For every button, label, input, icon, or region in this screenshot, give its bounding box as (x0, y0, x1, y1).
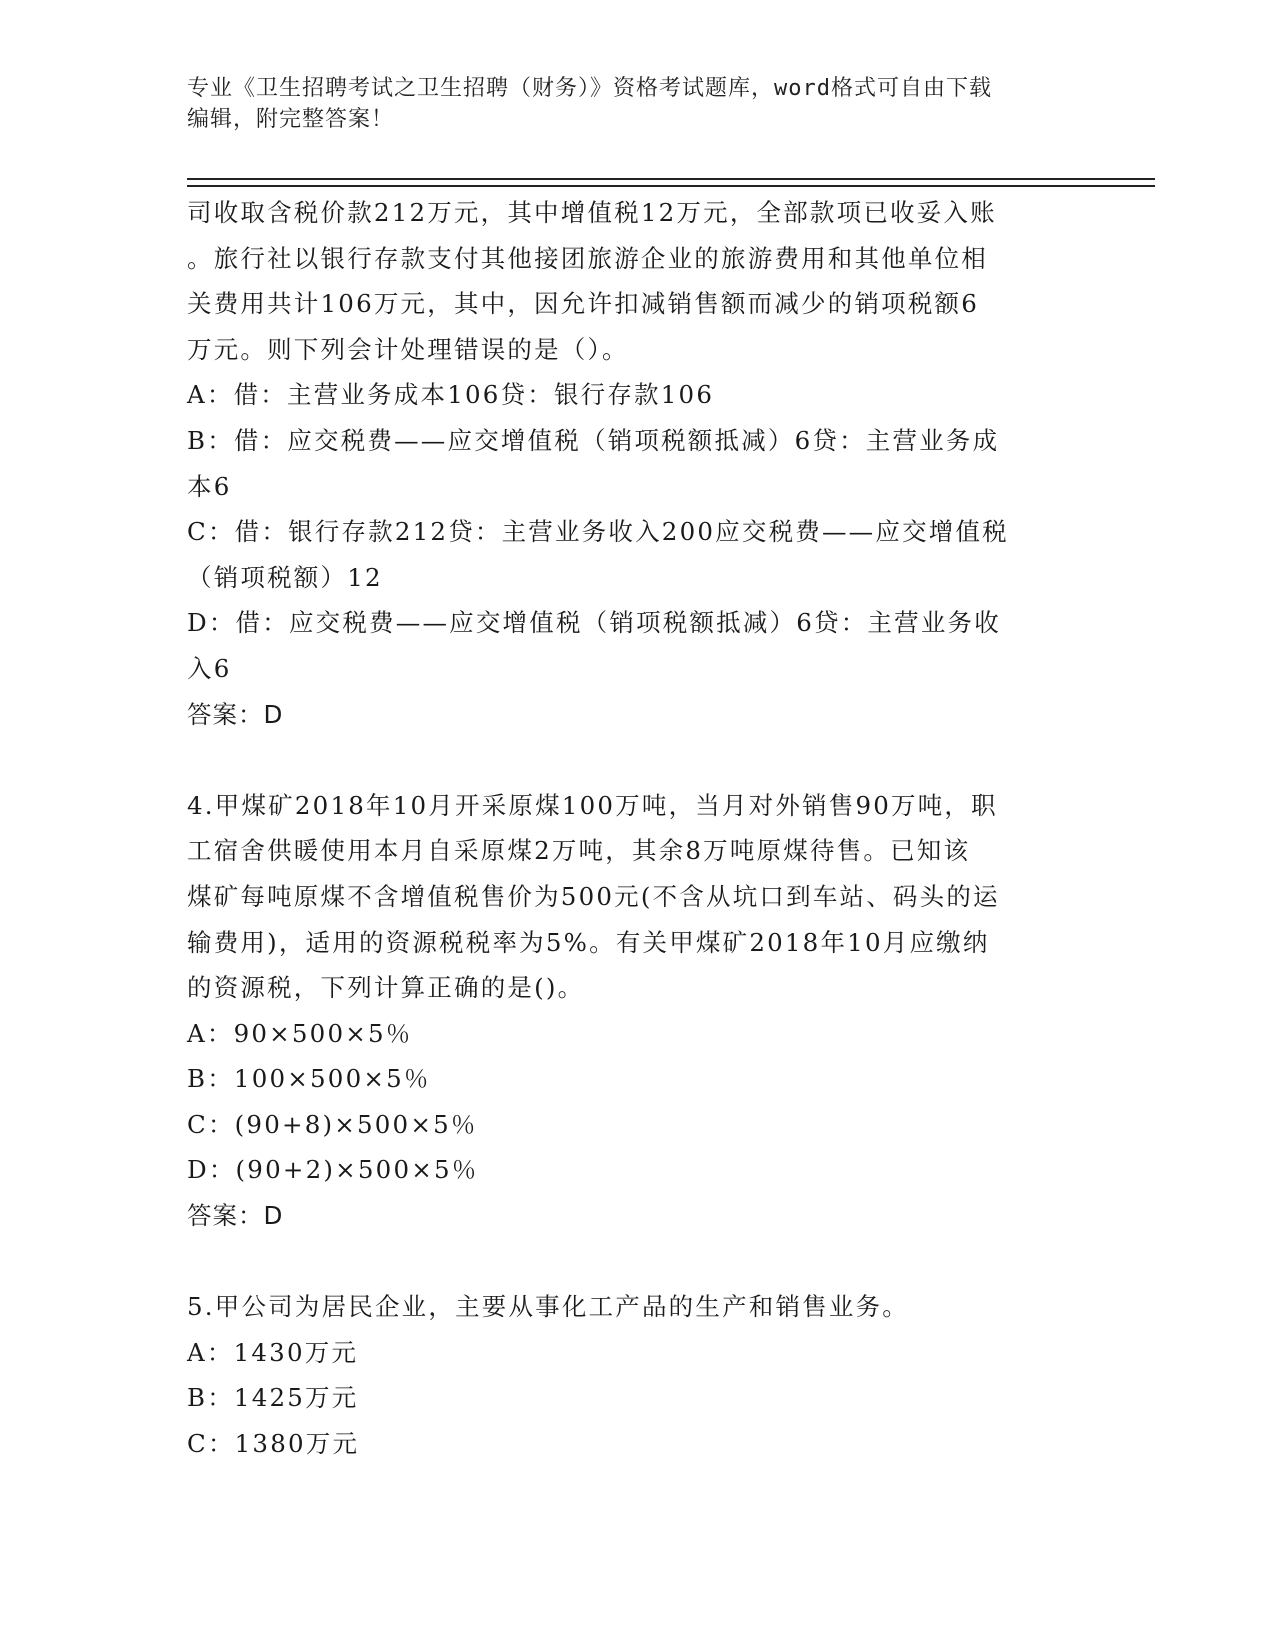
question-4 (187, 783, 1087, 1239)
q3-stem-line: 关费用共计106万元，其中，因允许扣减销售额而减少的销项税额6 (187, 289, 980, 319)
q3-stem-line: 万元。则下列会计处理错误的是（）。 (187, 334, 629, 364)
q4-option-a: A：90×500×5％ (187, 1018, 413, 1048)
question-content (187, 190, 1087, 1467)
q3-option-c-cont: （销项税额）12 (187, 562, 383, 592)
header-line-2: 编辑，附完整答案！ (187, 107, 395, 132)
question-5 (187, 1284, 1087, 1466)
q5-stem: 5.甲公司为居民企业，主要从事化工产品的生产和销售业务。 (187, 1292, 909, 1322)
q3-option-a: A：借：主营业务成本106贷：银行存款106 (187, 380, 715, 410)
q4-stem-line: 4.甲煤矿2018年10月开采原煤100万吨，当月对外销售90万吨，职 (187, 790, 998, 820)
q5-option-a: A：1430万元 (187, 1337, 359, 1367)
q4-option-c: C：(90+8)×500×5％ (187, 1109, 478, 1139)
q4-stem-line: 的资源税，下列计算正确的是()。 (187, 973, 585, 1003)
q4-answer: 答案：D (187, 1201, 284, 1231)
q4-option-b: B：100×500×5％ (187, 1064, 431, 1094)
q3-option-c: C：借：银行存款212贷：主营业务收入200应交税费——应交增值税 (187, 517, 1009, 547)
header-divider-top (187, 178, 1155, 180)
q5-option-c: C：1380万元 (187, 1429, 360, 1459)
header-line-1: 专业《卫生招聘考试之卫生招聘（财务）》资格考试题库，word格式可自由下载 (187, 76, 992, 101)
q4-stem-line: 工宿舍供暖使用本月自采原煤2万吨，其余8万吨原煤待售。已知该 (187, 836, 971, 866)
q3-answer: 答案：D (187, 699, 284, 729)
question-spacer (187, 737, 1087, 783)
q4-option-d: D：(90+2)×500×5％ (187, 1155, 479, 1185)
q5-option-b: B：1425万元 (187, 1383, 359, 1413)
q3-stem-line: 司收取含税价款212万元，其中增值税12万元，全部款项已收妥入账 (187, 198, 997, 227)
q3-option-b-cont: 本6 (187, 471, 232, 501)
header-divider-bottom (187, 185, 1155, 187)
q3-stem-line: 。旅行社以银行存款支付其他接团旅游企业的旅游费用和其他单位相 (187, 243, 988, 273)
document-header (187, 73, 1087, 135)
q3-option-b: B：借：应交税费——应交增值税（销项税额抵减）6贷：主营业务成 (187, 425, 1000, 455)
q3-option-d-cont: 入6 (187, 653, 232, 683)
q3-option-d: D：借：应交税费——应交增值税（销项税额抵减）6贷：主营业务收 (187, 608, 1001, 638)
question-spacer (187, 1239, 1087, 1285)
q4-stem-line: 煤矿每吨原煤不含增值税售价为500元(不含从坑口到车站、码头的运 (187, 881, 1000, 911)
q4-stem-line: 输费用)，适用的资源税税率为5%。有关甲煤矿2018年10月应缴纳 (187, 927, 990, 957)
question-3 (187, 190, 1087, 737)
